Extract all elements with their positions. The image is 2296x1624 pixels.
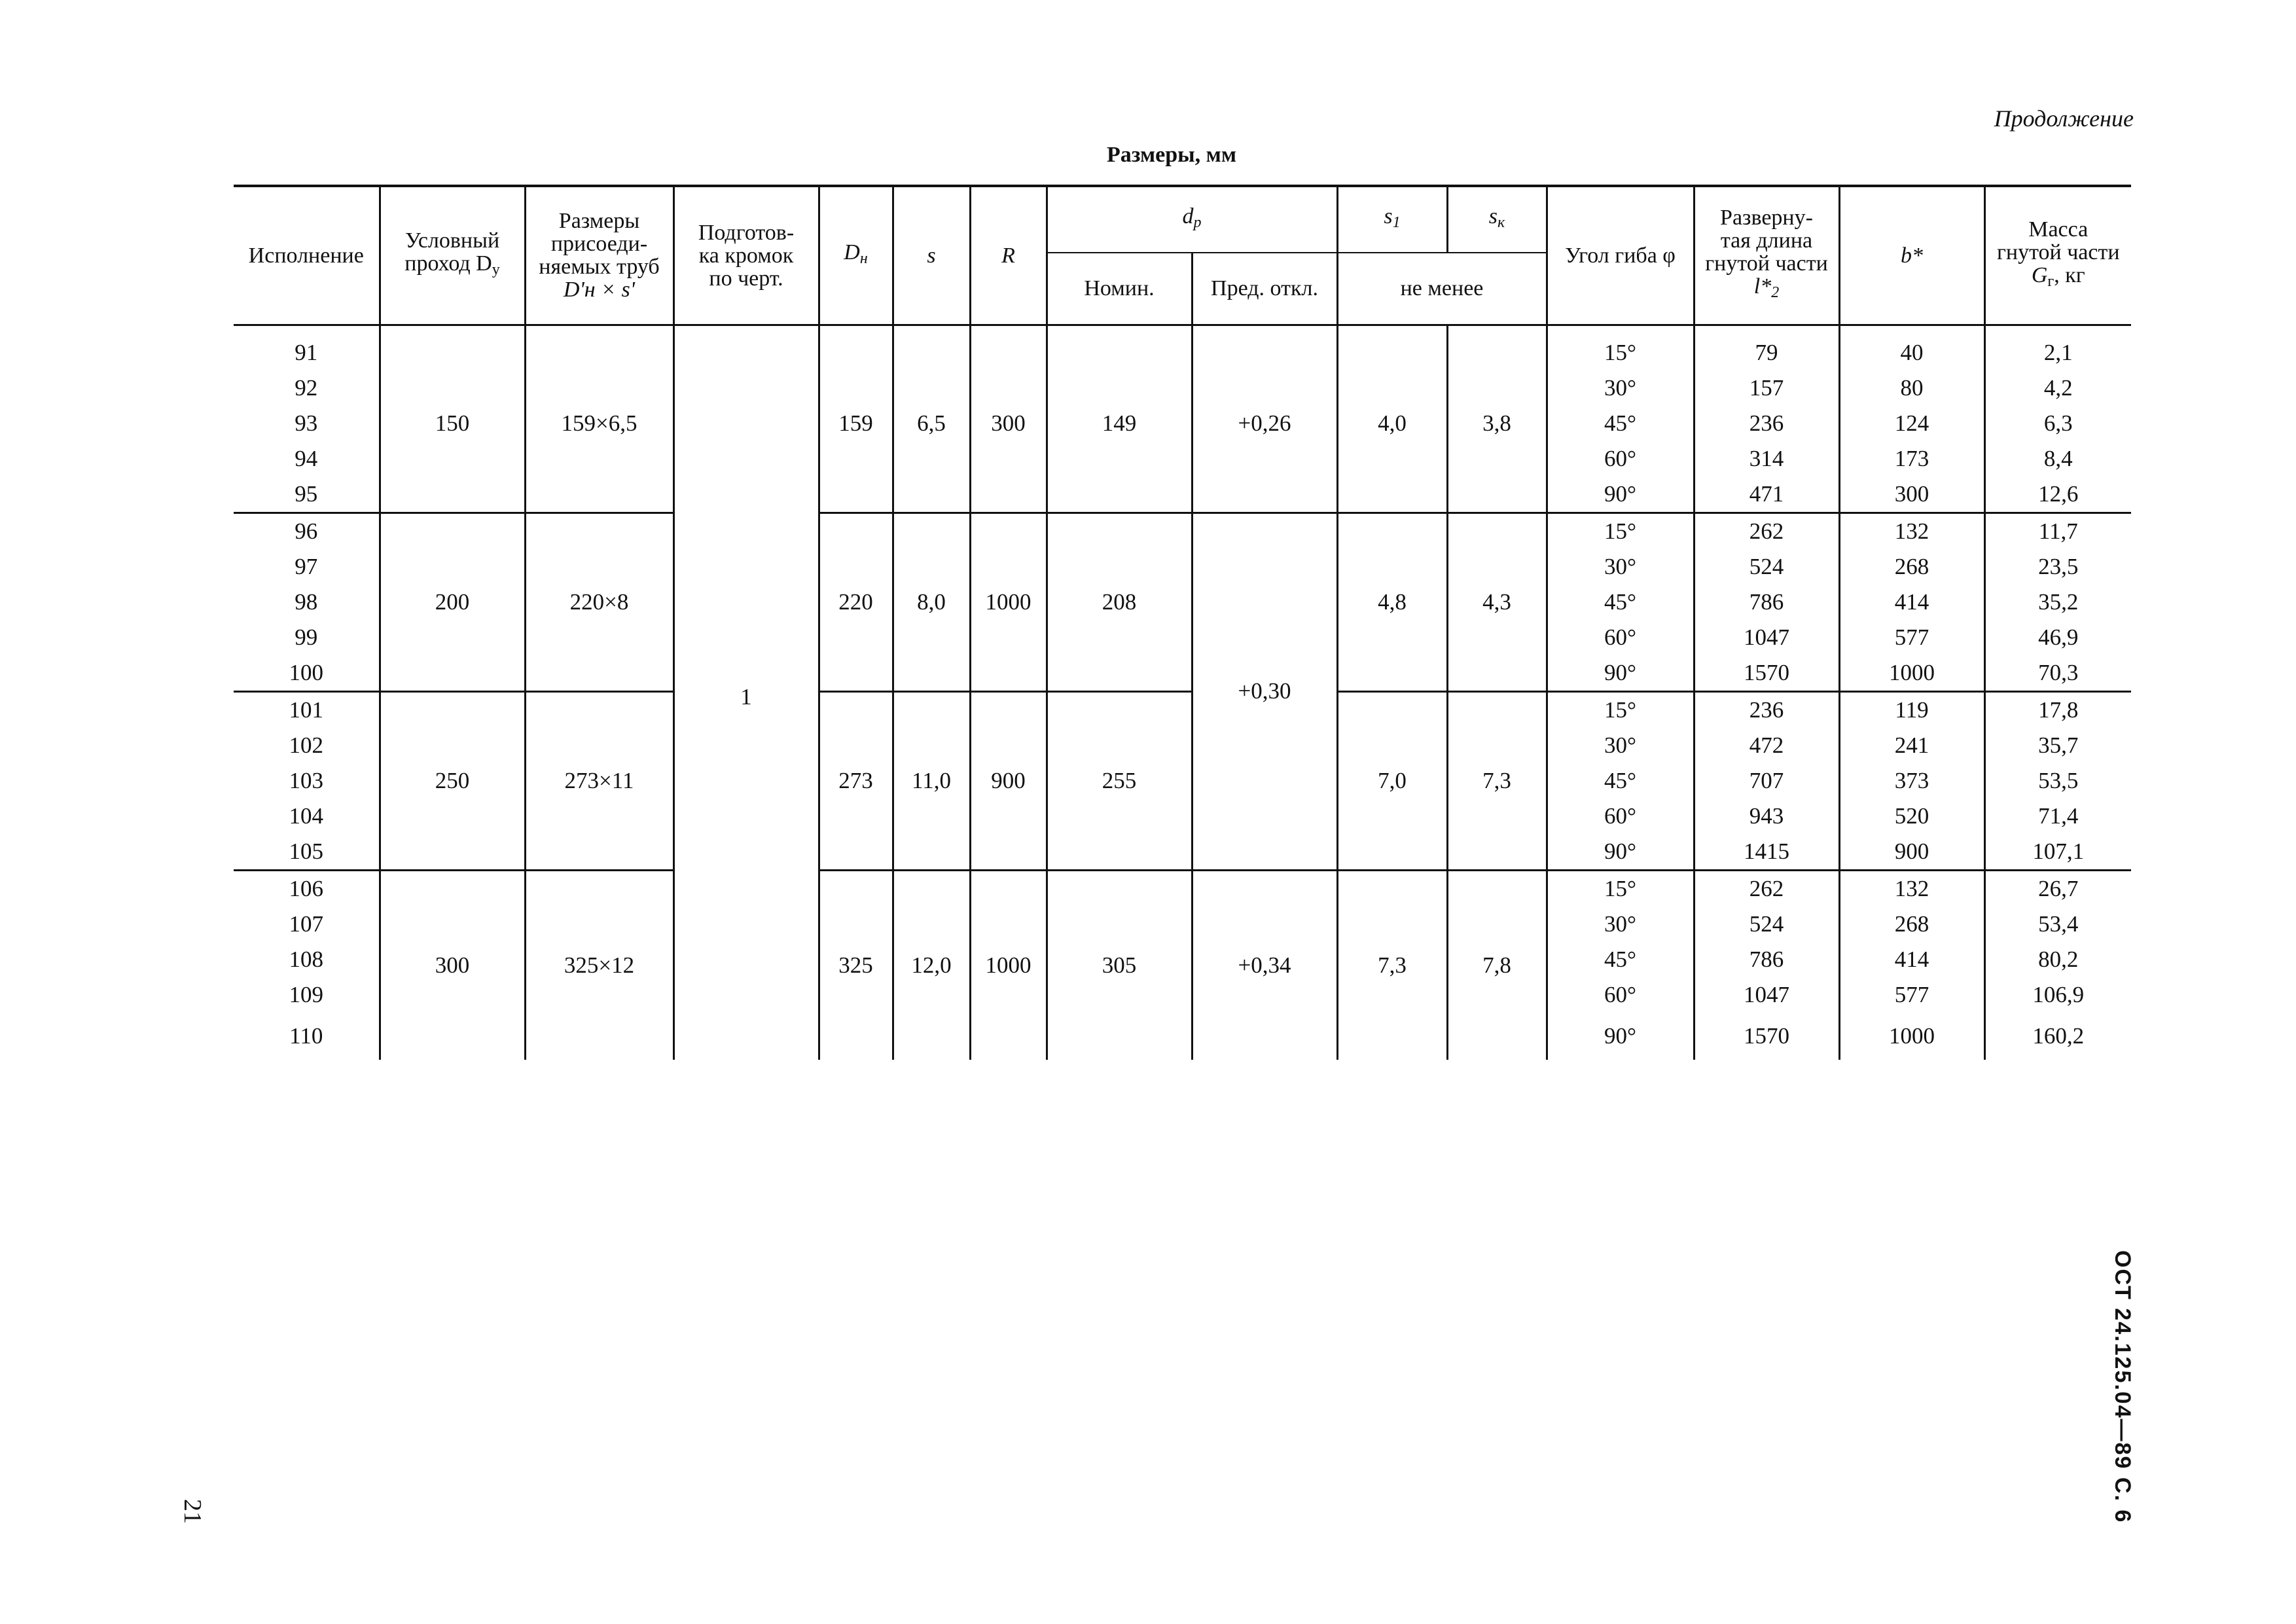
cell-b: 40 (1839, 335, 1984, 370)
spacer-cell (1192, 325, 1337, 335)
cell-b: 241 (1839, 728, 1984, 763)
cell-sk: 7,3 (1447, 691, 1547, 870)
cell-version: 99 (234, 620, 380, 655)
cell-tolerance: +0,30 (1192, 513, 1337, 870)
cell-s1: 4,8 (1337, 513, 1447, 691)
cell-developed-length: 472 (1694, 728, 1839, 763)
cell-b: 119 (1839, 691, 1984, 728)
cell-b: 124 (1839, 406, 1984, 441)
header-not-less: не менее (1337, 253, 1547, 325)
cell-developed-length: 157 (1694, 370, 1839, 406)
header-s1: $s_1$ (1337, 186, 1447, 253)
cell-developed-length: 943 (1694, 799, 1839, 834)
cell-mass: 106,9 (1984, 977, 2131, 1013)
cell-version: 105 (234, 834, 380, 871)
header-wall-thickness: s (893, 186, 970, 325)
cell-version: 100 (234, 655, 380, 692)
cell-dp-nominal: 149 (1047, 335, 1192, 513)
cell-bend-angle: 60° (1547, 620, 1694, 655)
cell-dp-nominal: 255 (1047, 691, 1192, 870)
cell-radius: 900 (970, 691, 1047, 870)
cell-b: 414 (1839, 942, 1984, 977)
cell-mass: 17,8 (1984, 691, 2131, 728)
header-pipe-sizes: Размеры присоеди- няемых труб D'н × s' (525, 186, 673, 325)
cell-b: 268 (1839, 549, 1984, 585)
cell-mass: 70,3 (1984, 655, 2131, 692)
cell-bend-angle: 45° (1547, 942, 1694, 977)
cell-mass: 80,2 (1984, 942, 2131, 977)
cell-b: 268 (1839, 907, 1984, 942)
header-bend-angle: Угол гиба φ (1547, 186, 1694, 325)
cell-mass: 71,4 (1984, 799, 2131, 834)
cell-b: 900 (1839, 834, 1984, 871)
cell-version: 93 (234, 406, 380, 441)
table-caption: Размеры, мм (1107, 143, 1236, 167)
cell-b: 577 (1839, 620, 1984, 655)
spacer-cell (1047, 325, 1192, 335)
cell-developed-length: 786 (1694, 585, 1839, 620)
cell-nominal-bore: 200 (380, 513, 525, 691)
cell-version: 107 (234, 907, 380, 942)
spacer-cell (1547, 325, 1694, 335)
cell-bend-angle: 90° (1547, 834, 1694, 871)
cell-mass: 35,2 (1984, 585, 2131, 620)
spacer-cell (1337, 325, 1447, 335)
cell-bend-angle: 60° (1547, 977, 1694, 1013)
cell-wall-thickness: 12,0 (893, 870, 970, 1060)
header-nominal: Номин. (1047, 253, 1192, 325)
cell-radius: 300 (970, 335, 1047, 513)
table-row (234, 691, 2131, 728)
spacer-cell (234, 325, 380, 335)
cell-developed-length: 1570 (1694, 655, 1839, 692)
cell-mass: 23,5 (1984, 549, 2131, 585)
cell-mass: 11,7 (1984, 513, 2131, 549)
spacer-cell (1839, 325, 1984, 335)
cell-bend-angle: 45° (1547, 763, 1694, 799)
header-radius: R (970, 186, 1047, 325)
cell-version: 91 (234, 335, 380, 370)
cell-tolerance: +0,34 (1192, 870, 1337, 1060)
cell-developed-length: 524 (1694, 549, 1839, 585)
cell-developed-length: 262 (1694, 513, 1839, 549)
cell-wall-thickness: 6,5 (893, 335, 970, 513)
table-row (234, 335, 2131, 370)
cell-developed-length: 707 (1694, 763, 1839, 799)
cell-b: 80 (1839, 370, 1984, 406)
dimensions-table (234, 185, 2131, 1060)
cell-mass: 107,1 (1984, 834, 2131, 871)
cell-version: 98 (234, 585, 380, 620)
header-dp: $d_р$ (1047, 186, 1337, 253)
cell-developed-length: 1047 (1694, 620, 1839, 655)
header-version: Исполнение (234, 186, 380, 325)
spacer-cell (819, 325, 893, 335)
cell-sk: 3,8 (1447, 335, 1547, 513)
cell-bend-angle: 30° (1547, 370, 1694, 406)
cell-b: 132 (1839, 870, 1984, 907)
table-header (234, 186, 2131, 325)
cell-mass: 46,9 (1984, 620, 2131, 655)
cell-bend-angle: 90° (1547, 655, 1694, 692)
spacer-cell (525, 325, 673, 335)
cell-bend-angle: 60° (1547, 799, 1694, 834)
cell-developed-length: 524 (1694, 907, 1839, 942)
cell-bend-angle: 90° (1547, 477, 1694, 513)
cell-developed-length: 1415 (1694, 834, 1839, 871)
table-row (234, 870, 2131, 907)
continuation-label: Продолжение (1994, 105, 2134, 132)
cell-version: 102 (234, 728, 380, 763)
header-tolerance: Пред. откл. (1192, 253, 1337, 325)
cell-version: 103 (234, 763, 380, 799)
header-mass: Масса гнутой части $G_г$, кг (1984, 186, 2131, 325)
cell-wall-thickness: 8,0 (893, 513, 970, 691)
cell-version: 101 (234, 691, 380, 728)
cell-b: 300 (1839, 477, 1984, 513)
cell-mass: 26,7 (1984, 870, 2131, 907)
spacer-cell (1984, 325, 2131, 335)
cell-b: 577 (1839, 977, 1984, 1013)
cell-radius: 1000 (970, 513, 1047, 691)
spacer-cell (893, 325, 970, 335)
cell-mass: 12,6 (1984, 477, 2131, 513)
cell-version: 106 (234, 870, 380, 907)
cell-mass: 53,5 (1984, 763, 2131, 799)
cell-s1: 4,0 (1337, 335, 1447, 513)
cell-b: 173 (1839, 441, 1984, 477)
cell-bend-angle: 90° (1547, 1013, 1694, 1060)
cell-developed-length: 314 (1694, 441, 1839, 477)
cell-mass: 8,4 (1984, 441, 2131, 477)
cell-mass: 53,4 (1984, 907, 2131, 942)
cell-version: 104 (234, 799, 380, 834)
cell-mass: 6,3 (1984, 406, 2131, 441)
cell-bend-angle: 30° (1547, 728, 1694, 763)
cell-wall-thickness: 11,0 (893, 691, 970, 870)
header-edge-preparation: Подготов- ка кромок по черт. (673, 186, 819, 325)
spacer-cell (380, 325, 525, 335)
header-outer-diameter: $D_н$ (819, 186, 893, 325)
cell-bend-angle: 30° (1547, 907, 1694, 942)
cell-version: 110 (234, 1013, 380, 1060)
header-nominal-bore: Условный проход $D_у$ (380, 186, 525, 325)
cell-nominal-bore: 300 (380, 870, 525, 1060)
cell-bend-angle: 45° (1547, 406, 1694, 441)
cell-version: 96 (234, 513, 380, 549)
spacer-cell (970, 325, 1047, 335)
cell-b: 1000 (1839, 1013, 1984, 1060)
header-sk: $s_к$ (1447, 186, 1547, 253)
cell-sk: 4,3 (1447, 513, 1547, 691)
cell-bend-angle: 60° (1547, 441, 1694, 477)
spacer-row (234, 325, 2131, 335)
cell-mass: 4,2 (1984, 370, 2131, 406)
table-body (234, 325, 2131, 1060)
cell-developed-length: 1570 (1694, 1013, 1839, 1060)
cell-dp-nominal: 305 (1047, 870, 1192, 1060)
cell-b: 1000 (1839, 655, 1984, 692)
cell-outer-diameter: 159 (819, 335, 893, 513)
cell-version: 109 (234, 977, 380, 1013)
document-code: ОСТ 24.125.04—89 С. 6 (2110, 1250, 2135, 1524)
cell-nominal-bore: 150 (380, 335, 525, 513)
cell-developed-length: 262 (1694, 870, 1839, 907)
cell-dp-nominal: 208 (1047, 513, 1192, 691)
cell-bend-angle: 15° (1547, 691, 1694, 728)
cell-b: 373 (1839, 763, 1984, 799)
cell-version: 92 (234, 370, 380, 406)
page-number: 21 (179, 1499, 206, 1524)
cell-version: 108 (234, 942, 380, 977)
cell-bend-angle: 15° (1547, 513, 1694, 549)
cell-s1: 7,3 (1337, 870, 1447, 1060)
cell-b: 132 (1839, 513, 1984, 549)
cell-version: 97 (234, 549, 380, 585)
cell-bend-angle: 30° (1547, 549, 1694, 585)
cell-b: 414 (1839, 585, 1984, 620)
spacer-cell (1694, 325, 1839, 335)
header-developed-length: Разверну- тая длина гнутой части $l*_2$ (1694, 186, 1839, 325)
spacer-cell (1447, 325, 1547, 335)
cell-mass: 160,2 (1984, 1013, 2131, 1060)
cell-sk: 7,8 (1447, 870, 1547, 1060)
cell-bend-angle: 15° (1547, 870, 1694, 907)
cell-outer-diameter: 273 (819, 691, 893, 870)
pipe-size-formula: D'н × s' (563, 278, 636, 302)
cell-outer-diameter: 325 (819, 870, 893, 1060)
cell-mass: 2,1 (1984, 335, 2131, 370)
cell-edge-preparation: 1 (673, 335, 819, 1060)
cell-developed-length: 1047 (1694, 977, 1839, 1013)
cell-developed-length: 79 (1694, 335, 1839, 370)
cell-developed-length: 471 (1694, 477, 1839, 513)
cell-developed-length: 236 (1694, 406, 1839, 441)
cell-version: 94 (234, 441, 380, 477)
cell-bend-angle: 45° (1547, 585, 1694, 620)
cell-developed-length: 236 (1694, 691, 1839, 728)
spacer-cell (673, 325, 819, 335)
cell-developed-length: 786 (1694, 942, 1839, 977)
cell-s1: 7,0 (1337, 691, 1447, 870)
table-row (234, 513, 2131, 549)
header-b: b* (1839, 186, 1984, 325)
cell-bend-angle: 15° (1547, 335, 1694, 370)
cell-pipe-size: 325×12 (525, 870, 673, 1060)
cell-pipe-size: 220×8 (525, 513, 673, 691)
cell-tolerance: +0,26 (1192, 335, 1337, 513)
cell-b: 520 (1839, 799, 1984, 834)
cell-nominal-bore: 250 (380, 691, 525, 870)
cell-pipe-size: 159×6,5 (525, 335, 673, 513)
cell-outer-diameter: 220 (819, 513, 893, 691)
cell-version: 95 (234, 477, 380, 513)
cell-mass: 35,7 (1984, 728, 2131, 763)
cell-pipe-size: 273×11 (525, 691, 673, 870)
cell-radius: 1000 (970, 870, 1047, 1060)
